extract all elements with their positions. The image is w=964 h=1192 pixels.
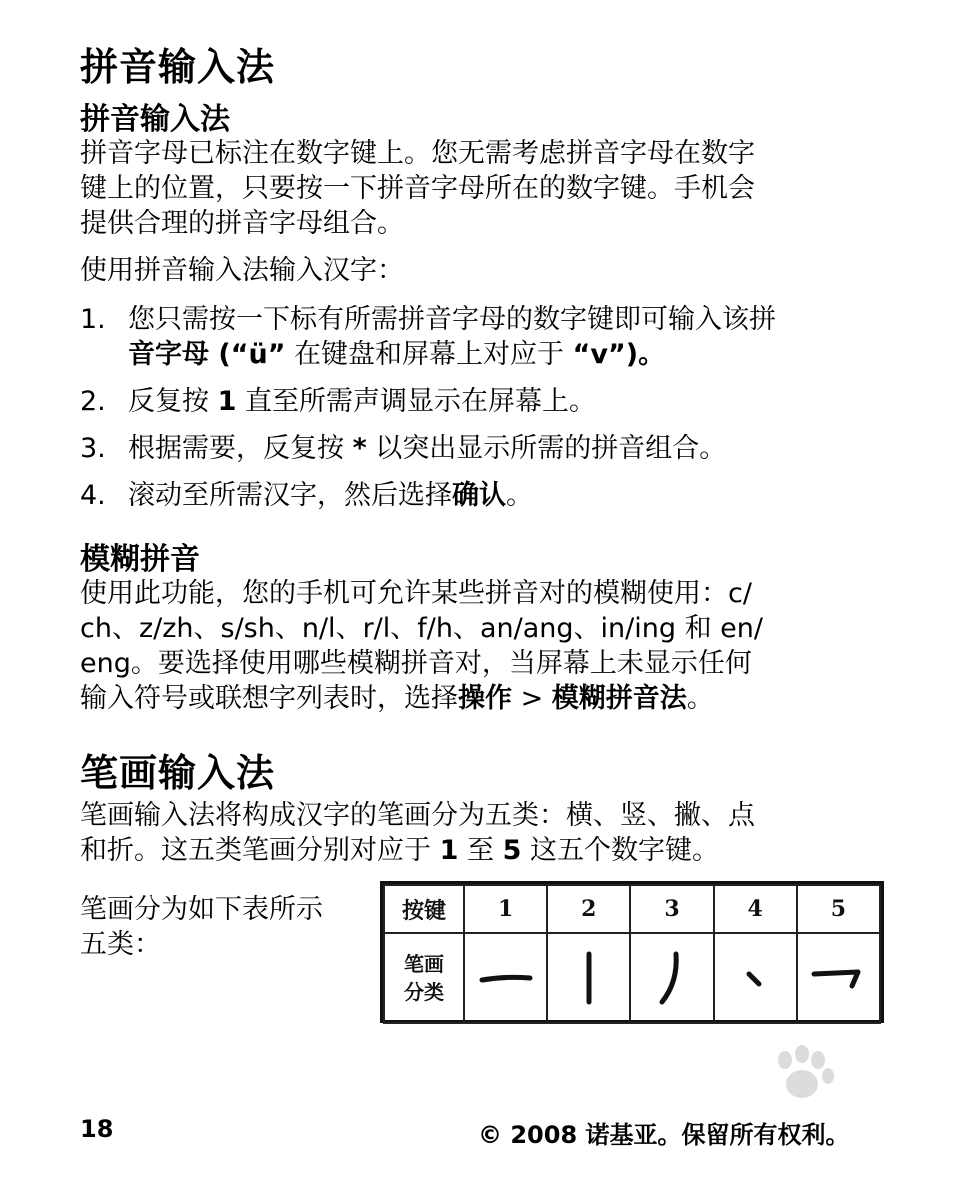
table-row-label — [384, 933, 464, 1023]
row-label-line: 分类 — [404, 980, 444, 1004]
text-run: 1 — [217, 386, 237, 417]
step-number: 3. — [80, 433, 106, 464]
intro-paragraph — [80, 136, 910, 241]
text-run: “v” — [572, 339, 626, 370]
text-run: 至 — [458, 835, 503, 866]
text-run: 。 — [686, 683, 714, 714]
text-run: 1 — [439, 835, 459, 866]
text-run: 这五个数字键。 — [521, 835, 719, 866]
step-text — [128, 478, 898, 513]
menu-path-options: 操作 — [458, 683, 512, 714]
section-subtitle: 拼音输入法 — [80, 102, 230, 137]
intro-line: 拼音字母已标注在数字键上。您无需考虑拼音字母在数字 — [80, 138, 755, 169]
shu-stroke-icon — [574, 948, 604, 1008]
step-text — [128, 431, 898, 466]
stroke-line — [80, 833, 910, 868]
text-run: 。 — [506, 480, 533, 511]
intro-line: 键上的位置，只要按一下拼音字母所在的数字键。手机会 — [80, 173, 755, 204]
text-run: 输入符号或联想字列表时，选择 — [80, 683, 458, 714]
table-header-label: 按键 — [384, 885, 464, 933]
page-title: 拼音输入法 — [80, 45, 276, 89]
dian-stroke-icon — [735, 958, 775, 998]
caption-line: 笔画分为如下表所示 — [80, 894, 323, 925]
table-key-cell: 5 — [797, 885, 880, 933]
caption-line: 五类： — [80, 929, 161, 960]
fuzzy-line: ch、z/zh、s/sh、n/l、r/l、f/h、an/ang、in/ing 和 en/ — [80, 613, 763, 644]
step-number: 1. — [80, 304, 106, 335]
table-stroke-cell — [630, 933, 713, 1023]
fuzzy-line: 使用此功能，您的手机可允许某些拼音对的模糊使用：c/ — [80, 578, 752, 609]
fuzzy-pinyin-heading: 模糊拼音 — [80, 542, 200, 577]
fuzzy-line — [80, 681, 910, 716]
step-number: 4. — [80, 480, 106, 511]
fuzzy-paragraph — [80, 576, 910, 716]
page-number: 18 — [80, 1115, 114, 1143]
table-key-cell: 2 — [547, 885, 630, 933]
stroke-line: 笔画输入法将构成汉字的笔画分为五类：横、竖、撇、点 — [80, 800, 755, 831]
step-number: 2. — [80, 386, 106, 417]
text-run: )。 — [625, 339, 666, 370]
text-run: 5 — [502, 835, 522, 866]
table-stroke-cell — [714, 933, 797, 1023]
table-caption — [80, 892, 370, 962]
steps-list — [80, 302, 910, 522]
text-run: 根据需要，反复按 — [128, 433, 353, 464]
intro-line: 提供合理的拼音字母组合。 — [80, 208, 404, 239]
usage-intro: 使用拼音输入法输入汉字： — [80, 255, 404, 286]
stroke-input-title: 笔画输入法 — [80, 751, 276, 795]
step-line — [128, 337, 898, 372]
text-run: 反复按 — [128, 386, 218, 417]
table-stroke-cell — [797, 933, 880, 1023]
table-row — [384, 933, 880, 1023]
fuzzy-line: eng。要选择使用哪些模糊拼音对，当屏幕上未显示任何 — [80, 648, 752, 679]
heng-stroke-icon — [476, 958, 536, 998]
table-key-cell: 3 — [630, 885, 713, 933]
step-line: 您只需按一下标有所需拼音字母的数字键即可输入该拼 — [128, 304, 776, 335]
stroke-table — [380, 881, 884, 1023]
menu-path-fuzzy-pinyin: 模糊拼音法 — [551, 683, 687, 714]
text-run: “ü” — [230, 339, 286, 370]
menu-path-separator: > — [512, 683, 552, 714]
text-run: * — [352, 433, 367, 464]
step-text — [128, 384, 898, 419]
table-key-cell: 4 — [714, 885, 797, 933]
pie-stroke-icon — [652, 948, 692, 1008]
table-key-cell: 1 — [464, 885, 547, 933]
text-run: 音字母 ( — [128, 339, 231, 370]
row-label-line: 笔画 — [404, 952, 444, 976]
table-stroke-cell — [547, 933, 630, 1023]
copyright-notice: © 2008 诺基亚。保留所有权利。 — [478, 1121, 850, 1149]
stroke-paragraph — [80, 798, 910, 868]
text-run: 和折。这五类笔画分别对应于 — [80, 835, 440, 866]
text-run: 滚动至所需汉字，然后选择 — [128, 480, 452, 511]
step-text — [128, 302, 898, 372]
zhe-stroke-icon — [808, 958, 868, 998]
table-row — [384, 885, 880, 933]
table-stroke-cell — [464, 933, 547, 1023]
text-run: 直至所需声调显示在屏幕上。 — [236, 386, 596, 417]
text-run: 确认 — [452, 480, 506, 511]
text-run: 在键盘和屏幕上对应于 — [285, 339, 573, 370]
text-run: 以突出显示所需的拼音组合。 — [366, 433, 727, 464]
